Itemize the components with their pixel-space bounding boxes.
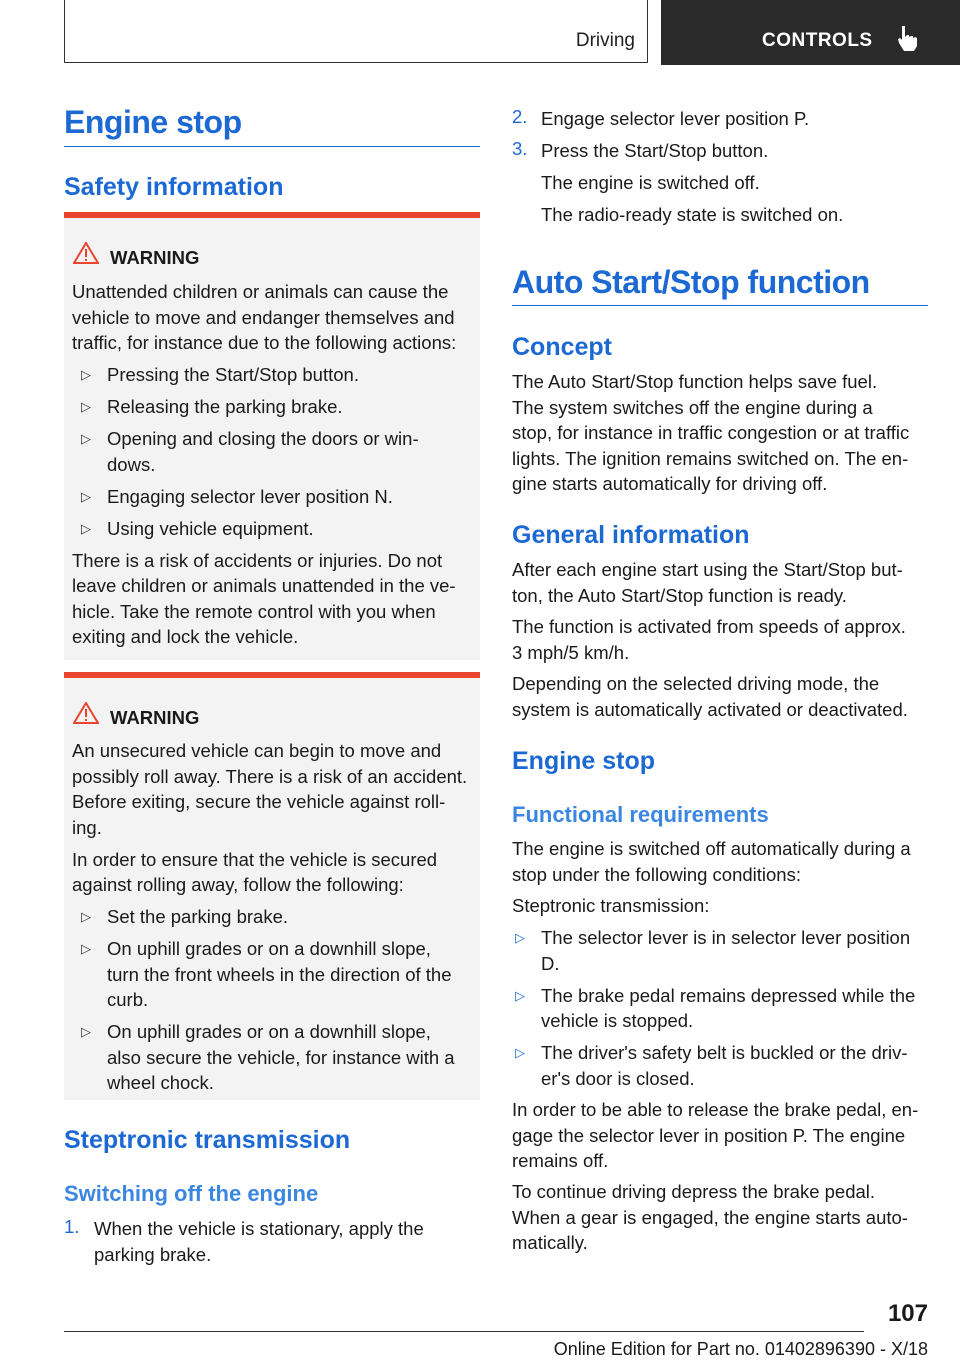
list-item-line: D.	[541, 952, 560, 974]
list-item-line: The brake pedal remains depressed while the	[541, 984, 916, 1006]
steptronic-heading: Steptronic transmission	[64, 1126, 351, 1154]
text-line: When the vehicle is stationary, apply the	[94, 1218, 424, 1239]
general-info-p1	[512, 557, 928, 608]
list-item-line: The driver's safety belt is buckled or the driv‐	[541, 1042, 908, 1063]
text-line: gine starts automatically for driving off.	[512, 473, 828, 494]
bullet-triangle-icon: ▷	[81, 1024, 91, 1039]
step-number: 1.	[64, 1216, 80, 1237]
warning-box-2	[64, 672, 480, 1100]
warning-triangle-icon	[73, 242, 99, 264]
list-item-line: Releasing the parking brake.	[107, 396, 343, 417]
bullet-triangle-icon: ▷	[81, 909, 91, 924]
text-line: vehicle to move and endanger themselves and	[72, 306, 455, 328]
bullet-triangle-icon: ▷	[515, 987, 525, 1003]
list-item	[72, 362, 476, 388]
text-line: Before exiting, secure the vehicle against roll‐	[72, 791, 446, 812]
pointing-hand-icon	[895, 24, 921, 52]
switching-off-heading: Switching off the engine	[64, 1181, 319, 1206]
footer-edition: Online Edition for Part no. 01402896390 - X/18	[553, 1339, 928, 1359]
bullet-triangle-icon: ▷	[81, 399, 91, 414]
text-line: ing.	[72, 816, 102, 838]
general-info-heading: General information	[512, 521, 750, 549]
warning-2-body	[72, 738, 476, 1096]
list-item	[512, 983, 928, 1034]
func-req-p2: Steptronic transmission:	[512, 895, 710, 916]
list-item-line: The selector lever is in selector lever position	[541, 927, 911, 948]
warning-label: WARNING	[110, 247, 200, 268]
text-line: gage the selector lever in position P. The engine	[512, 1124, 906, 1146]
general-info-p3	[512, 671, 928, 722]
text-line: remains off.	[512, 1150, 609, 1171]
header-section-label: Driving	[575, 30, 635, 51]
title-rule	[512, 305, 928, 306]
step-3-text: Press the Start/Stop button.	[541, 140, 769, 161]
list-item-line: er's door is closed.	[541, 1067, 695, 1089]
text-line: To continue driving depress the brake pedal.	[512, 1181, 876, 1202]
text-line: After each engine start using the Start/Stop but‐	[512, 559, 903, 580]
text-line: parking brake.	[94, 1243, 212, 1265]
text-line: The engine is switched off automatically during a	[512, 838, 911, 859]
text-line: In order to be able to release the brake pedal, en‐	[512, 1099, 919, 1120]
text-line: The Auto Start/Stop function helps save fuel.	[512, 371, 878, 392]
concept-heading: Concept	[512, 333, 612, 361]
warning-triangle-icon	[73, 702, 99, 724]
list-item-line: Opening and closing the doors or win‐	[107, 428, 419, 449]
func-req-p1	[512, 836, 928, 887]
bullet-triangle-icon: ▷	[515, 1045, 525, 1060]
section-title: Auto Start/Stop function	[512, 264, 870, 300]
func-req-p3	[512, 1097, 928, 1174]
warning-label: WARNING	[110, 707, 200, 728]
list-item-line: Engaging selector lever position N.	[107, 485, 393, 507]
header-chapter-label: CONTROLS	[762, 30, 873, 51]
text-line: matically.	[512, 1232, 588, 1253]
list-item	[72, 394, 476, 420]
list-item	[72, 904, 476, 930]
bullet-triangle-icon: ▷	[81, 941, 91, 956]
list-item-line: Pressing the Start/Stop button.	[107, 364, 359, 385]
bullet-triangle-icon: ▷	[81, 367, 91, 382]
list-item-line: On uphill grades or on a downhill slope,	[107, 1021, 431, 1042]
warning-1-body	[72, 279, 476, 650]
text-line: Depending on the selected driving mode, the	[512, 673, 880, 694]
text-line: system is automatically activated or deactivated.	[512, 698, 908, 720]
step-number: 2.	[512, 106, 528, 127]
step-1-text	[94, 1216, 480, 1267]
general-info-p2	[512, 614, 928, 665]
list-item-line: On uphill grades or on a downhill slope,	[107, 938, 431, 959]
list-item-line: turn the front wheels in the direction of the	[107, 963, 452, 985]
list-item-line: dows.	[107, 453, 156, 475]
warning-box-1	[64, 212, 480, 660]
text-line: In order to ensure that the vehicle is secured	[72, 848, 438, 870]
text-line: leave children or animals unattended in the ve‐	[72, 575, 456, 596]
list-item	[72, 484, 476, 510]
safety-heading: Safety information	[64, 173, 284, 201]
page-title: Engine stop	[64, 104, 242, 140]
list-item-line: Using vehicle equipment.	[107, 517, 314, 539]
text-line: traffic, for instance due to the following actions:	[72, 332, 457, 353]
text-line: 3 mph/5 km/h.	[512, 641, 630, 663]
text-line: stop under the following conditions:	[512, 863, 801, 885]
list-item	[512, 1040, 928, 1091]
list-item	[72, 516, 476, 542]
step-2-text: Engage selector lever position P.	[541, 108, 810, 129]
text-line: The system switches off the engine during a	[512, 396, 873, 418]
text-line: ton, the Auto Start/Stop function is ready.	[512, 584, 847, 606]
text-line: Unattended children or animals can cause the	[72, 281, 449, 302]
list-item	[72, 426, 476, 477]
step-3-result-a: The engine is switched off.	[541, 172, 760, 193]
text-line: possibly roll away. There is a risk of an accident.	[72, 765, 468, 787]
text-line: hicle. Take the remote control with you when	[72, 600, 436, 622]
bullet-triangle-icon: ▷	[515, 930, 525, 945]
page-number: 107	[887, 1300, 928, 1327]
bullet-triangle-icon: ▷	[81, 488, 91, 504]
text-line: When a gear is engaged, the engine starts auto‐	[512, 1206, 908, 1228]
concept-text	[512, 369, 928, 497]
text-line: exiting and lock the vehicle.	[72, 626, 299, 647]
list-item-line: also secure the vehicle, for instance with a	[107, 1046, 455, 1068]
step-number: 3.	[512, 138, 528, 159]
conditions-list	[512, 925, 928, 1091]
bullet-triangle-icon: ▷	[81, 520, 91, 536]
footer-rule	[64, 1331, 864, 1332]
text-line: lights. The ignition remains switched on. The en‐	[512, 447, 909, 469]
engine-stop-heading: Engine stop	[512, 747, 656, 775]
list-item-line: Set the parking brake.	[107, 906, 288, 927]
text-line: stop, for instance in traffic congestion or at traffic	[512, 422, 910, 443]
text-line: The function is activated from speeds of approx.	[512, 616, 906, 637]
title-rule	[64, 146, 480, 147]
list-item	[72, 936, 476, 1013]
text-line: An unsecured vehicle can begin to move and	[72, 740, 442, 761]
functional-requirements-heading: Functional requirements	[512, 802, 769, 827]
list-item	[512, 925, 928, 976]
header-chapter-tab	[661, 0, 960, 65]
func-req-p4	[512, 1179, 928, 1256]
header-section-tab	[64, 0, 648, 63]
bullet-triangle-icon: ▷	[81, 431, 91, 446]
step-3-result-b: The radio-ready state is switched on.	[541, 204, 844, 225]
text-line: There is a risk of accidents or injuries. Do not	[72, 549, 443, 571]
list-item-line: wheel chock.	[107, 1072, 214, 1093]
list-item	[72, 1019, 476, 1096]
list-item-line: curb.	[107, 989, 149, 1010]
list-item-line: vehicle is stopped.	[541, 1010, 694, 1031]
text-line: against rolling away, follow the following:	[72, 874, 404, 895]
